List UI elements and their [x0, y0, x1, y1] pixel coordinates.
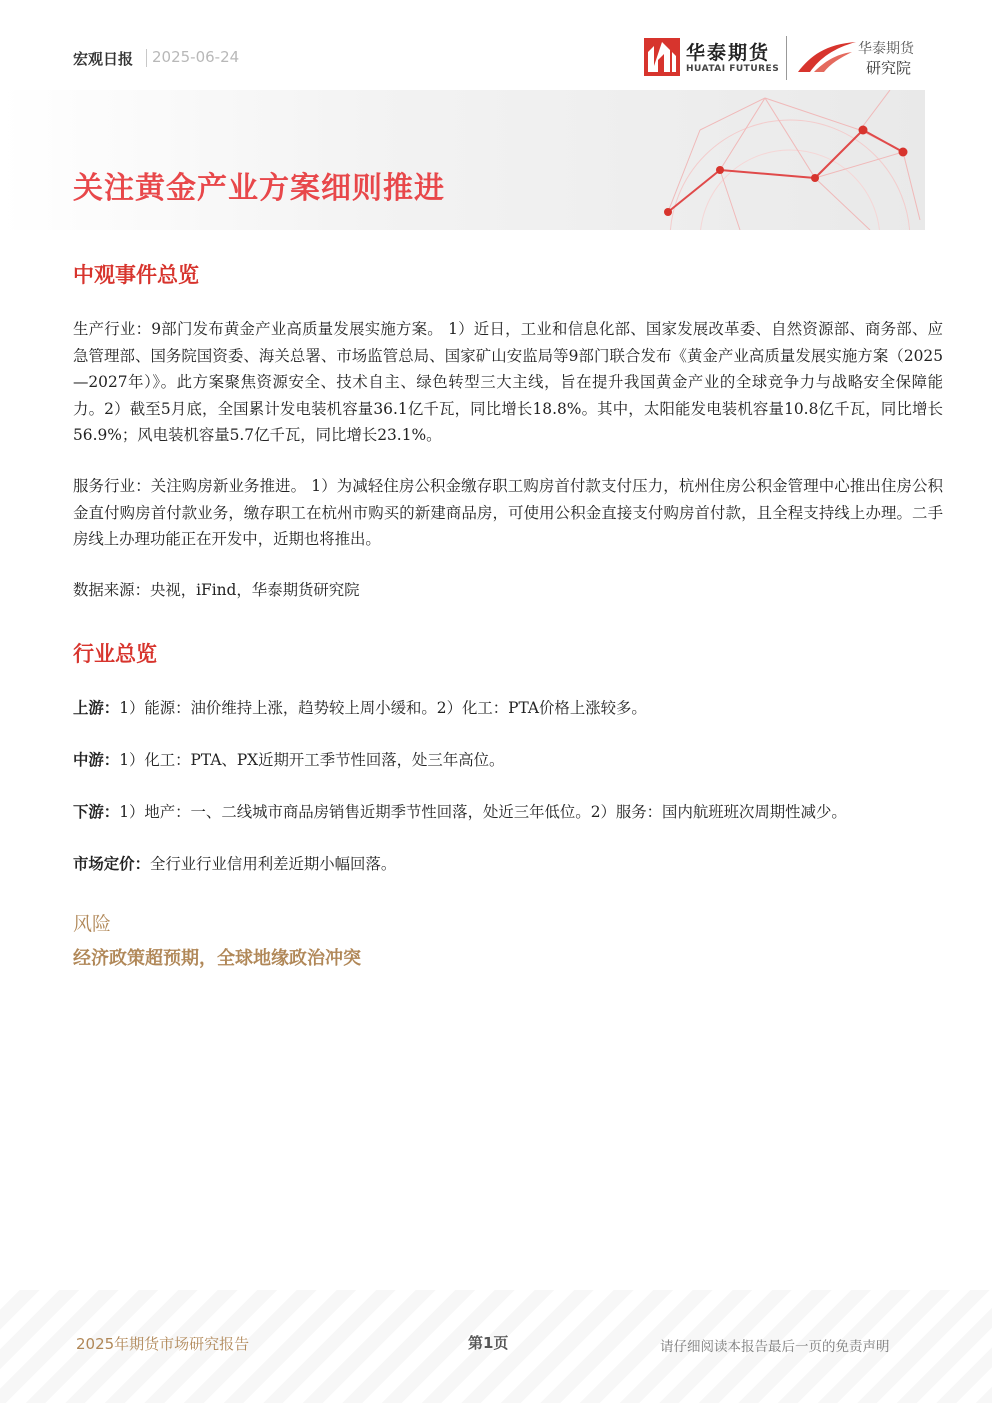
header-separator [146, 49, 147, 67]
paragraph-data-source: 数据来源：央视，iFind，华泰期货研究院 [73, 581, 360, 599]
institute-swoosh-icon [796, 38, 858, 74]
research-institute-logo [794, 36, 924, 80]
section-heading-industry-overview: 行业总览 [73, 642, 157, 666]
item-text: 1）地产：一、二线城市商品房销售近期季节性回落，处近三年低位。2）服务：国内航班班次周期性减少。 [119, 803, 847, 821]
network-graphic [0, 90, 925, 230]
item-lead: 下游： [73, 803, 120, 821]
paragraph-production: 生产行业：9部门发布黄金产业高质量发展实施方案。 1）近日，工业和信息化部、国家发展改革委、自然资源部、商务部、应急管理部、国务院国资委、海关总署、市场监管总局、国家矿山安监局等9部门联合发布《黄金产业高质量发展实施方案（2025—2027年）》。此方案聚焦资源安全、技术自主、绿色转型三大主线，旨在提升我国黄金产业的全球竞争力与战略安全保障能力。2）截至5月底，全国累计发电装机容量36.1亿千瓦，同比增长18.8%。其中，太阳能发电装机容量10.8亿千瓦，同比增长56.9%；风电装机容量5.7亿千瓦，同比增长23.1%。 [73, 320, 943, 444]
huatai-futures-logo [644, 38, 780, 80]
item-lead: 上游： [73, 699, 120, 717]
industry-item-midstream [73, 747, 943, 774]
report-date: 2025-06-24 [152, 48, 240, 66]
huatai-logo-icon [644, 38, 680, 76]
section-heading-meso-events: 中观事件总览 [73, 263, 199, 287]
footer-report-name: 2025年期货市场研究报告 [76, 1335, 250, 1353]
paragraph-services: 服务行业：关注购房新业务推进。 1）为减轻住房公积金缴存职工购房首付款支付压力，杭州住房公积金管理中心推出住房公积金直付购房首付款业务，缴存职工在杭州市购买的新建商品房，可使用公积金直接支付购房首付款，且全程支持线上办理。二手房线上办理功能正在开发中，近期也将推出。 [73, 477, 943, 548]
page-number: 第1页 [468, 1334, 509, 1352]
item-text: 1）化工：PTA、PX近期开工季节性回落，处三年高位。 [119, 751, 505, 769]
company-name-en: HUATAI FUTURES [686, 64, 780, 74]
item-lead: 市场定价： [73, 855, 150, 873]
item-text: 全行业行业信用利差近期小幅回落。 [149, 855, 397, 873]
page-title: 关注黄金产业方案细则推进 [73, 171, 445, 206]
industry-item-upstream [73, 695, 943, 722]
institute-name-line1: 华泰期货 [858, 41, 914, 57]
item-lead: 中游： [73, 751, 120, 769]
institute-name-line2: 研究院 [866, 59, 912, 77]
industry-item-market-pricing [73, 851, 943, 878]
risk-heading: 风险 [73, 913, 112, 935]
risk-text: 经济政策超预期，全球地缘政治冲突 [73, 948, 361, 969]
logo-divider [786, 36, 787, 80]
item-text: 1）能源：油价维持上涨，趋势较上周小缓和。2）化工：PTA价格上涨较多。 [119, 699, 647, 717]
footer-disclaimer-note: 请仔细阅读本报告最后一页的免责声明 [660, 1339, 890, 1355]
company-name-cn: 华泰期货 [686, 42, 771, 64]
report-type-label: 宏观日报 [73, 50, 134, 68]
title-banner [0, 90, 925, 230]
industry-item-downstream [73, 799, 943, 826]
